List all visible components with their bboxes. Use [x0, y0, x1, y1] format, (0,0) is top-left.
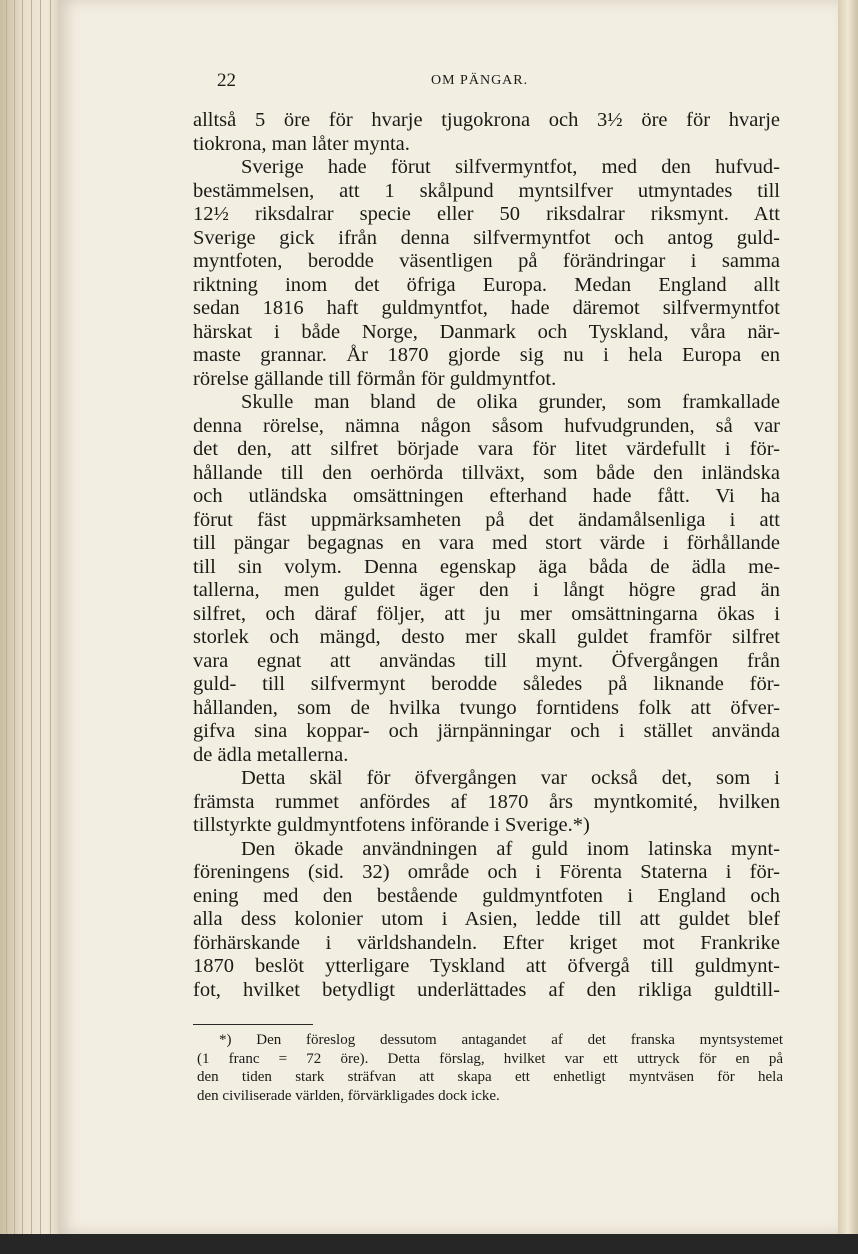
- text-line: sedan 1816 haft guldmyntfot, hade däremot silfvermyntfot: [193, 297, 780, 319]
- page-edge-line: [40, 0, 41, 1254]
- text-line: riktning inom det öfriga Europa. Medan England allt: [193, 273, 780, 296]
- text-line: förut fäst uppmärksamheten på det ändamålsenliga i att: [193, 508, 780, 531]
- text-line: fot, hvilket betydligt underlättades af den rikliga guldtill-: [193, 978, 780, 1001]
- footnote: [197, 1031, 783, 1105]
- text-line: tillstyrkte guldmyntfotens införande i Sverige.*): [193, 814, 590, 836]
- footnote-line: den tiden stark sträfvan att skapa ett enhetligt myntväsen för hela: [197, 1069, 783, 1085]
- page-edge-line: [6, 0, 7, 1254]
- text-line: hållanden, som de hvilka tvungo forntidens folk att öfver-: [193, 696, 780, 719]
- book-right-edge: [838, 0, 858, 1240]
- text-line: och utländska omsättningen efterhand hade fått. Vi ha: [193, 485, 780, 507]
- text-line: tiokrona, man låter mynta.: [193, 132, 410, 155]
- text-line: till pängar begagnas en vara med stort värde i förhållande: [193, 532, 780, 554]
- text-line: ening med den bestående guldmyntfoten i England och: [193, 884, 780, 907]
- text-line: förhärskande i världshandeln. Efter kriget mot Frankrike: [193, 931, 780, 954]
- text-line: storlek och mängd, desto mer skall guldet framför silfret: [193, 626, 780, 648]
- text-line: Sverige gick ifrån denna silfvermyntfot och antog guld-: [193, 226, 780, 249]
- footnote-line: den civiliserade världen, förvärkligades dock icke.: [197, 1087, 500, 1104]
- page-header: [217, 70, 777, 94]
- text-line: 1870 beslöt ytterligare Tyskland att öfvergå till guldmynt-: [193, 955, 780, 977]
- text-line: 12½ riksdalrar specie eller 50 riksdalrar riksmynt. Att: [193, 203, 780, 225]
- text-line: alltså 5 öre för hvarje tjugokrona och 3½ öre för hvarje: [193, 109, 780, 131]
- footnote-line: *) Den föreslog dessutom antagandet af det franska myntsystemet: [219, 1032, 783, 1048]
- footnote-divider: [193, 1024, 313, 1025]
- text-line: tallerna, men guldet äger den i långt högre grad än: [193, 579, 780, 601]
- background-surface: [0, 1234, 858, 1254]
- page-edge-line: [22, 0, 23, 1254]
- text-line: de ädla metallerna.: [193, 743, 349, 766]
- text-line: Den ökade användningen af guld inom latinska mynt-: [241, 837, 780, 860]
- text-line: guld- till silfvermynt berodde således på liknande för-: [193, 673, 780, 695]
- text-line: vara egnat att användas till mynt. Öfvergången från: [193, 649, 780, 672]
- book-left-edge: [0, 0, 62, 1254]
- text-line: härskat i både Norge, Danmark och Tyskland, våra när-: [193, 320, 780, 343]
- text-line: till sin volym. Denna egenskap äga båda de ädla me-: [193, 555, 780, 578]
- text-line: främsta rummet anfördes af 1870 års myntkomité, hvilken: [193, 790, 780, 813]
- footnote-line: (1 franc = 72 öre). Detta förslag, hvilket var ett uttryck för en på: [197, 1050, 783, 1067]
- page-edge-line: [14, 0, 15, 1254]
- body-text: [193, 109, 780, 1002]
- text-line: denna rörelse, nämna någon såsom hufvudgrunden, så var: [193, 414, 780, 437]
- text-line: hållande till den oerhörda tillväxt, som både den inländska: [193, 461, 780, 484]
- text-line: myntfoten, berodde väsentligen på förändringar i samma: [193, 250, 780, 272]
- text-line: Skulle man bland de olika grunder, som framkallade: [241, 391, 780, 413]
- text-line: föreningens (sid. 32) område och i Förenta Staterna i för-: [193, 861, 780, 883]
- page-edge-line: [31, 0, 32, 1254]
- text-line: alla dess kolonier utom i Asien, ledde till att guldet blef: [193, 908, 780, 930]
- text-line: gifva sina koppar- och järnpänningar och i stället använda: [193, 720, 780, 742]
- text-line: det den, att silfret började vara för litet värdefullt i för-: [193, 438, 780, 460]
- text-line: bestämmelsen, att 1 skålpund myntsilfver utmyntades till: [193, 179, 780, 202]
- text-line: Detta skäl för öfvergången var också det, som i: [241, 767, 780, 789]
- running-head: OM PÄNGAR.: [431, 73, 529, 88]
- page-number: 22: [217, 70, 236, 91]
- text-line: rörelse gällande till förmån för guldmyntfot.: [193, 367, 557, 390]
- text-line: Sverige hade förut silfvermyntfot, med den hufvud-: [241, 156, 780, 178]
- text-line: silfret, och däraf följer, att ju mer omsättningarna ökas i: [193, 602, 780, 625]
- page-edge-line: [50, 0, 51, 1254]
- text-line: maste grannar. År 1870 gjorde sig nu i hela Europa en: [193, 344, 780, 366]
